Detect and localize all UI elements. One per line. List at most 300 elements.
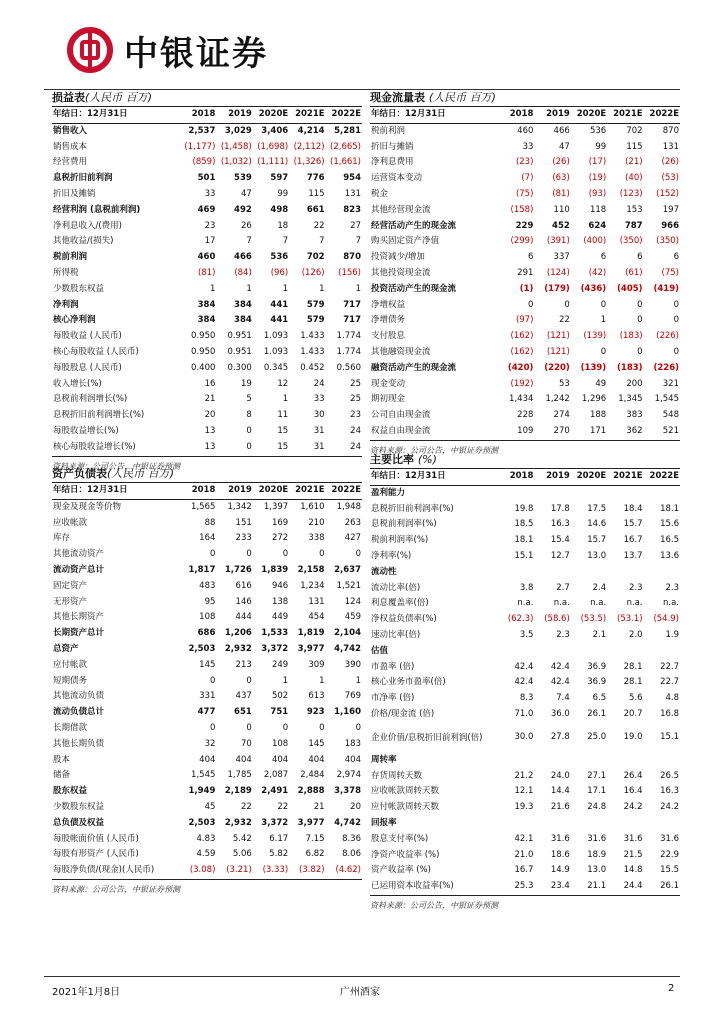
row-value: 228 [517, 410, 534, 421]
row-value: 0.951 [227, 331, 252, 342]
row-value: 441 [270, 315, 289, 326]
row-value: 118 [589, 204, 607, 215]
row-value: 0.452 [300, 362, 325, 373]
row-label: 少数股东权益 [53, 801, 105, 812]
row-value: (3.82) [299, 865, 325, 876]
row-label: 每股股息 (人民币) [53, 362, 122, 373]
cash-flow-section [370, 90, 680, 456]
row-value: n.a. [517, 598, 534, 609]
row-value: 460 [197, 252, 216, 263]
row-value: 0 [673, 299, 679, 310]
table-row [370, 219, 680, 235]
row-value: 26.1 [660, 881, 679, 892]
table-row [370, 123, 680, 139]
row-label: 存货周转天数 [371, 770, 423, 781]
row-label: 息税折旧前利润 [53, 173, 113, 184]
row-value: 449 [271, 612, 289, 623]
row-value: 331 [199, 691, 216, 702]
table-row [52, 329, 362, 345]
row-label: 现金及现金等价物 [53, 501, 122, 512]
table-row [52, 863, 362, 879]
row-value: 20 [350, 801, 361, 812]
row-value: 1,521 [336, 580, 361, 591]
table-row [370, 329, 680, 345]
row-value: (183) [617, 362, 643, 373]
row-value: 22 [313, 220, 325, 231]
row-value: 1,234 [300, 580, 325, 591]
row-label: 息税折旧前利润率(%) [371, 503, 454, 514]
row-value: 21.5 [623, 849, 643, 860]
row-value: 30.0 [514, 731, 534, 742]
row-value: 769 [344, 691, 361, 702]
row-value: 1.774 [336, 346, 361, 357]
row-label: 息税前利润增长(%) [53, 394, 128, 405]
table-row [52, 531, 362, 547]
row-value: 26.5 [660, 770, 679, 781]
row-value: 0.400 [191, 362, 216, 373]
row-value [571, 816, 607, 832]
row-value: (3.08) [189, 865, 216, 876]
row-value: 7 [246, 236, 252, 247]
row-value: (1,458) [220, 141, 252, 152]
row-value: 22 [558, 315, 570, 326]
row-value: 23 [350, 410, 361, 421]
table-row [52, 440, 362, 456]
table-row [52, 626, 362, 642]
row-value: 20.7 [623, 708, 643, 719]
column-header-year: 2019 [534, 107, 570, 123]
table-row [52, 499, 362, 515]
table-header-row [52, 107, 362, 123]
row-value: (405) [617, 283, 643, 294]
row-label: 流动资产总计 [53, 564, 105, 575]
row-value: 70 [240, 738, 252, 749]
row-value: 7 [355, 236, 361, 247]
row-value: 2.1 [592, 629, 607, 640]
row-label: 资产收益率 (%) [371, 865, 431, 876]
column-header-year: 2019 [216, 483, 252, 499]
row-value: 24 [350, 425, 361, 436]
row-value: (183) [619, 331, 643, 342]
row-value: 0.560 [336, 362, 361, 373]
row-label: 净利率(%) [371, 550, 412, 561]
table-row [370, 660, 680, 676]
row-value: 18 [277, 220, 289, 231]
row-value: (58.6) [544, 614, 570, 625]
row-value: 0 [673, 315, 679, 326]
table-row [52, 171, 362, 187]
row-value: 16.7 [514, 865, 534, 876]
row-value: 115 [308, 188, 325, 199]
row-value: 21.0 [514, 849, 534, 860]
row-label: 无形资产 [53, 596, 88, 607]
table-row [370, 361, 680, 377]
table-row [370, 832, 680, 848]
row-value: 24.4 [623, 881, 643, 892]
row-value: (26) [661, 157, 679, 168]
row-value: 1 [355, 675, 361, 686]
row-value: 1 [319, 283, 325, 294]
table-row [52, 674, 362, 690]
table-row [370, 848, 680, 864]
row-label: 流动负债总计 [53, 707, 105, 718]
row-label: 税前利润 [371, 125, 406, 136]
row-value: 47 [558, 141, 570, 152]
table-row [370, 298, 680, 314]
row-label: 其他长期资产 [53, 612, 105, 623]
row-value: 1.433 [300, 346, 325, 357]
row-value: 131 [308, 596, 325, 607]
row-value: 27.8 [550, 731, 570, 742]
row-label: 股息支付率(%) [371, 833, 429, 844]
row-value: 23 [204, 220, 216, 231]
row-value: 153 [626, 204, 643, 215]
table-row [52, 658, 362, 674]
row-value: 521 [662, 425, 679, 436]
row-label: 现金变动 [371, 378, 406, 389]
row-value: 870 [662, 125, 679, 136]
row-value: 17 [204, 236, 216, 247]
row-value: 1,342 [227, 501, 252, 512]
row-value [571, 485, 607, 501]
row-value: 1,160 [334, 707, 361, 718]
row-value: 22 [277, 801, 289, 812]
row-value: 26.4 [623, 770, 643, 781]
table-row [370, 408, 680, 424]
table-row [52, 408, 362, 424]
row-value: 88 [204, 517, 216, 528]
row-value: (126) [301, 267, 325, 278]
row-label: 每股净负债/(现金)(人民币) [53, 865, 155, 876]
row-value: 1,434 [509, 394, 534, 405]
row-value: (53) [661, 173, 679, 184]
row-value: 384 [197, 299, 216, 310]
table-row [370, 234, 680, 250]
row-value: 45 [204, 801, 216, 812]
row-value [644, 644, 680, 660]
table-row [52, 516, 362, 532]
row-value: 6.82 [305, 849, 325, 860]
row-value [644, 753, 680, 769]
row-value: 444 [235, 612, 252, 623]
row-value: 384 [234, 315, 252, 326]
row-value: 2,503 [188, 817, 216, 828]
row-value [571, 753, 607, 769]
table-row [370, 644, 680, 660]
table-row [370, 203, 680, 219]
row-value: 492 [234, 204, 252, 215]
row-value: 0 [637, 299, 643, 310]
key-ratios-table [370, 469, 680, 895]
row-value: 263 [344, 517, 361, 528]
row-value: 1,948 [336, 501, 361, 512]
row-value: 477 [197, 707, 216, 718]
row-value: 25.3 [514, 881, 534, 892]
row-value: 2,087 [263, 770, 289, 781]
row-value: (75) [515, 188, 534, 199]
row-value: 5 [246, 394, 252, 405]
row-value [534, 565, 570, 581]
row-value: 16.3 [550, 519, 570, 530]
column-header-year: 2018 [498, 469, 534, 485]
row-value: n.a. [626, 598, 643, 609]
row-value: 1 [355, 283, 361, 294]
table-row [52, 847, 362, 863]
row-label: 股东权益 [53, 786, 88, 797]
row-value: 14.9 [550, 865, 570, 876]
row-value: 8.36 [342, 833, 361, 844]
row-value: 99 [277, 188, 289, 199]
row-value: 13.7 [623, 550, 643, 561]
row-value: (162) [510, 331, 534, 342]
table-row [52, 219, 362, 235]
table-row [52, 721, 362, 737]
row-value: 19.3 [514, 802, 534, 813]
row-label: 投资减少/增加 [371, 252, 425, 263]
row-value: 437 [235, 691, 252, 702]
row-value [498, 644, 534, 660]
row-value: 0 [209, 549, 216, 560]
row-value: 25.0 [587, 731, 607, 742]
row-value: 6.17 [269, 833, 289, 844]
row-value: 21 [313, 801, 325, 812]
row-value: 0.951 [227, 346, 252, 357]
row-label: 价格/现金流 (倍) [371, 708, 435, 719]
row-value: 6 [673, 252, 679, 263]
table-header-row [370, 107, 680, 123]
row-value: 15.5 [660, 865, 679, 876]
row-value: 171 [589, 425, 607, 436]
column-header-year: 2021E [607, 469, 643, 485]
row-value: 188 [589, 410, 607, 421]
table-row [370, 816, 680, 832]
row-value: 616 [235, 580, 252, 591]
income-statement-section [52, 90, 362, 472]
row-value: 18.9 [587, 849, 607, 860]
row-label: 净资产收益率 (%) [371, 849, 440, 860]
row-value: (859) [192, 157, 216, 168]
table-row [370, 784, 680, 800]
row-value: 309 [308, 659, 325, 670]
row-value: 0 [355, 549, 361, 560]
row-value: 5.6 [629, 693, 643, 704]
row-value: 108 [271, 738, 289, 749]
row-value: 441 [270, 299, 289, 310]
row-label: 流动比率(倍) [371, 582, 421, 593]
row-value: n.a. [663, 598, 679, 609]
row-value: 24.2 [660, 802, 679, 813]
row-value: 0 [209, 722, 216, 733]
row-value [534, 485, 570, 501]
row-value: 0 [600, 346, 607, 357]
row-value: 31.6 [660, 833, 679, 844]
row-label: 企业价值/息税折旧前利润(倍) [371, 732, 483, 743]
row-value: 427 [344, 533, 361, 544]
row-value: 2.4 [592, 582, 607, 593]
row-value: 502 [271, 691, 289, 702]
row-label: 其他经营现金流 [371, 204, 431, 215]
row-value: 362 [626, 425, 643, 436]
row-value: (1,661) [330, 157, 361, 168]
row-label: 其他融资现金流 [371, 346, 431, 357]
row-value: (226) [653, 362, 679, 373]
row-value: 15.7 [623, 519, 643, 530]
row-value: (62.3) [507, 614, 534, 625]
row-value: 2.0 [629, 629, 643, 640]
row-value: 2,637 [334, 564, 361, 575]
table-row [52, 282, 362, 298]
row-value: 3,372 [261, 643, 289, 654]
row-label: 应付帐款周转天数 [371, 802, 440, 813]
row-value: 131 [344, 188, 361, 199]
table-row [370, 377, 680, 393]
row-value: (1,326) [293, 157, 325, 168]
row-value: 2.7 [556, 582, 570, 593]
row-value: 20 [204, 410, 216, 421]
row-label: 每股收益 (人民币) [53, 331, 122, 342]
row-value: (350) [656, 236, 679, 247]
row-value: 32 [204, 738, 216, 749]
row-value: 164 [199, 533, 216, 544]
footer-rule [44, 976, 680, 977]
row-label: 经营费用 [53, 157, 88, 168]
row-value: (1,698) [257, 141, 289, 152]
row-value: 337 [553, 252, 570, 263]
bank-of-china-logo-icon [66, 26, 114, 74]
row-label: 应收帐款周转天数 [371, 786, 440, 797]
row-value: 404 [308, 754, 325, 765]
row-value: (121) [546, 331, 570, 342]
row-value: 702 [626, 125, 643, 136]
row-value: (2,112) [293, 141, 325, 152]
row-value: 0.300 [227, 362, 252, 373]
income-source-note: 资料来源：公司公告，中银证券预测 [52, 461, 180, 471]
cash-flow-source-note: 资料来源：公司公告，中银证券预测 [370, 445, 498, 455]
row-value: 2,888 [297, 786, 325, 797]
row-value: (1,111) [257, 157, 289, 168]
row-value: 26 [240, 220, 252, 231]
column-header-year: 2022E [644, 469, 680, 485]
row-value: 1,296 [581, 394, 607, 405]
row-value: 2,974 [336, 770, 361, 781]
row-value: (1,177) [184, 141, 216, 152]
bank-name: 中银证券 [124, 33, 268, 74]
row-label: 其他流动资产 [53, 549, 105, 560]
column-header-year: 2018 [498, 107, 534, 123]
row-value: 15 [277, 441, 289, 452]
table-row [52, 298, 362, 314]
row-value: 115 [626, 141, 643, 152]
row-value: 13.6 [660, 550, 679, 561]
table-row [370, 392, 680, 408]
table-row [52, 313, 362, 329]
row-value: 823 [343, 204, 361, 215]
row-label: 总资产 [53, 643, 79, 654]
row-value: 2,484 [300, 770, 325, 781]
balance-sheet-table [52, 483, 362, 879]
row-label: 折旧与摊销 [371, 141, 414, 152]
row-value: 0.950 [191, 346, 216, 357]
row-value: 1.093 [263, 346, 289, 357]
row-value [534, 816, 570, 832]
row-value: 27 [350, 220, 361, 231]
row-value: (124) [546, 267, 570, 278]
row-value [498, 816, 534, 832]
table-row [370, 282, 680, 298]
row-value: 460 [517, 125, 534, 136]
row-value: 13 [204, 441, 216, 452]
row-value: 0 [282, 549, 289, 560]
row-value: (63) [552, 173, 570, 184]
row-value: 233 [235, 533, 252, 544]
row-value: 15.1 [514, 550, 534, 561]
row-value: 4.8 [665, 693, 679, 704]
row-value: 42.4 [550, 677, 570, 688]
row-value: 787 [624, 220, 643, 231]
row-label: 库存 [53, 533, 71, 544]
row-value: 1.9 [665, 629, 679, 640]
row-value: 197 [662, 204, 679, 215]
row-value: 321 [662, 378, 679, 389]
row-value: 390 [344, 659, 361, 670]
table-row [370, 313, 680, 329]
row-value: 291 [517, 267, 534, 278]
row-value: (53.1) [617, 614, 643, 625]
table-row [370, 533, 680, 549]
row-label: 周转率 [371, 754, 397, 765]
row-value: 466 [234, 252, 252, 263]
table-row [370, 517, 680, 533]
row-value: 145 [308, 738, 325, 749]
table-row [52, 610, 362, 626]
row-value: 213 [235, 659, 252, 670]
column-header-year: 2020E [253, 483, 289, 499]
row-label: 税前利润 [53, 252, 88, 263]
table-row [52, 361, 362, 377]
row-label: 融资活动产生的现金流 [371, 362, 457, 373]
row-label: 短期债务 [53, 675, 88, 686]
row-label: 核心每股收益 (人民币) [53, 346, 139, 357]
row-value: 21 [204, 394, 216, 405]
row-label: 每股有形资产 (人民币) [53, 849, 139, 860]
row-label: 长期借款 [53, 722, 88, 733]
row-value: 579 [306, 315, 325, 326]
row-label: 市净率 (倍) [371, 693, 415, 704]
table-row [370, 769, 680, 785]
row-value: 0 [282, 722, 289, 733]
row-label: 盈利能力 [371, 487, 406, 498]
row-value: 0 [637, 315, 643, 326]
row-value: 1,839 [261, 564, 289, 575]
row-label: 利息覆盖率(倍) [371, 598, 429, 609]
row-value: (19) [588, 173, 607, 184]
row-value: 404 [271, 754, 289, 765]
row-value: 24 [350, 441, 361, 452]
table-row [52, 784, 362, 800]
row-label: 净增权益 [371, 299, 406, 310]
row-value: 1,819 [297, 628, 325, 639]
row-value: 42.4 [550, 661, 570, 672]
row-value [607, 485, 643, 501]
row-label: 净利息费用 [371, 157, 414, 168]
table-header-row [52, 483, 362, 499]
row-label: 其他流动负债 [53, 691, 105, 702]
row-value: n.a. [590, 598, 607, 609]
row-value: 26.1 [587, 708, 607, 719]
table-row [370, 187, 680, 203]
row-value: 3,977 [297, 643, 325, 654]
table-row [52, 547, 362, 563]
